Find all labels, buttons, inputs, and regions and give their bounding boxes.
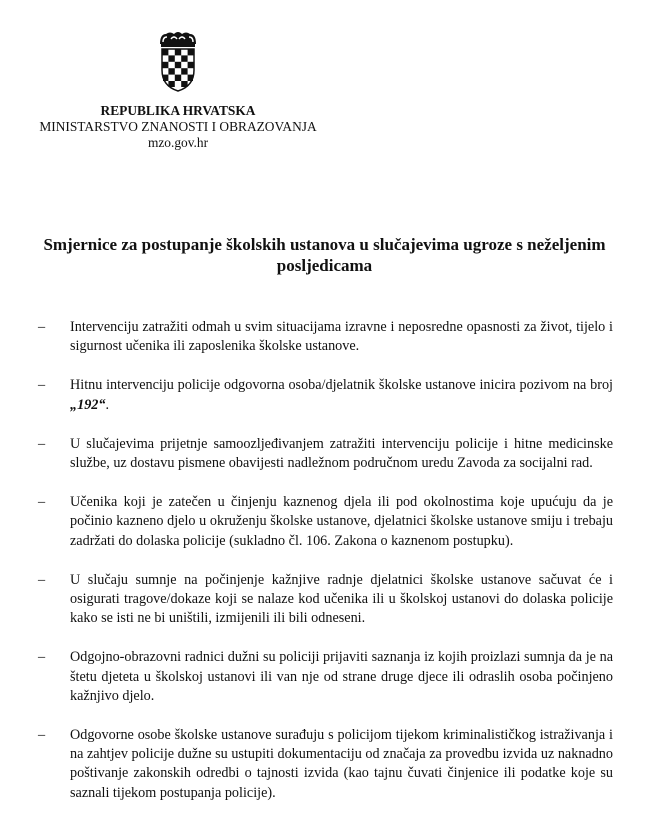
country-name: REPUBLIKA HRVATSKA <box>100 103 256 118</box>
ministry-name: MINISTARSTVO ZNANOSTI I OBRAZOVANJA <box>39 119 317 134</box>
document-header <box>0 103 356 151</box>
bullet-dash: – <box>38 377 46 394</box>
guidelines-list <box>38 318 613 823</box>
item-text: Intervenciju zatražiti odmah u svim situacijama izravne i neposredne opasnosti za život, tijelo i sigurnost učenika ili zaposlenika školske ustanove. <box>70 319 613 355</box>
item-text: Odgovorne osobe školske ustanove surađuju s policijom tijekom kriminalističkog istraživanja i na zahtjev policije dužne su ustupiti dokumentaciju od značaja za provedbu izvida uz naknadno poštivanje zakonskih odredbi o tajnosti izvida (kao tajnu čuvati činjenice ili podatke koje su saznali tijekom postupanja policije). <box>70 727 613 801</box>
bullet-dash: – <box>38 319 46 335</box>
bullet-dash: – <box>38 494 46 511</box>
item-text-main: Hitnu intervenciju policije odgovorna osoba/djelatnik školske ustanove inicira pozivom na broj <box>70 377 613 394</box>
item-text-tail: . <box>105 396 110 413</box>
list-item <box>38 376 613 414</box>
emergency-number: „192“ <box>70 396 106 413</box>
item-text: Učenika koji je zatečen u činjenju kaznenog djela ili pod okolnostima koje upućuju da je počinio kazneno djelo u okruženju školske ustanove, djelatnici školske ustanove smiju i trebaju zadržati do dolaska policije (sukladno čl. 106. Zakona o kaznenom postupku). <box>70 494 613 549</box>
document-title: Smjernice za postupanje školskih ustanova u slučajevima ugroze s neželjenim posljedicama <box>43 235 606 275</box>
list-item <box>38 318 613 356</box>
list-item <box>38 726 613 803</box>
website: mzo.gov.hr <box>147 135 209 150</box>
item-text: U slučajevima prijetnje samoozljeđivanjem zatražiti intervenciju policije i hitne medicinske službe, uz dostavu pismene obavijesti nadležnom područnom uredu Zavoda za socijalni rad. <box>70 435 613 472</box>
croatian-coat-of-arms-icon <box>157 30 199 92</box>
bullet-dash: – <box>38 571 46 588</box>
item-text: U slučaju sumnje na počinjenje kažnjive radnje djelatnici školske ustanove sačuvat će i osigurati tragove/dokaze koji se nalaze kod učenika ili u školskoj ustanovi do dolaska policije kako se isti ne bi uništili, izmijenili ili bili odneseni. <box>70 571 613 627</box>
list-item <box>38 571 613 629</box>
item-text: Odgojno-obrazovni radnici dužni su policiji prijaviti saznanja iz kojih proizlazi sumnja da je na štetu djeteta u školskoj ustanovi ili van nje od strane druge djece ili odraslih osoba počinjeno kažnjivo djelo. <box>70 649 613 704</box>
bullet-dash: – <box>38 649 46 666</box>
list-item <box>38 435 613 473</box>
bullet-dash: – <box>38 727 46 744</box>
list-item <box>38 493 613 551</box>
item-text <box>70 376 613 414</box>
list-item <box>38 648 613 706</box>
bullet-dash: – <box>38 435 46 452</box>
